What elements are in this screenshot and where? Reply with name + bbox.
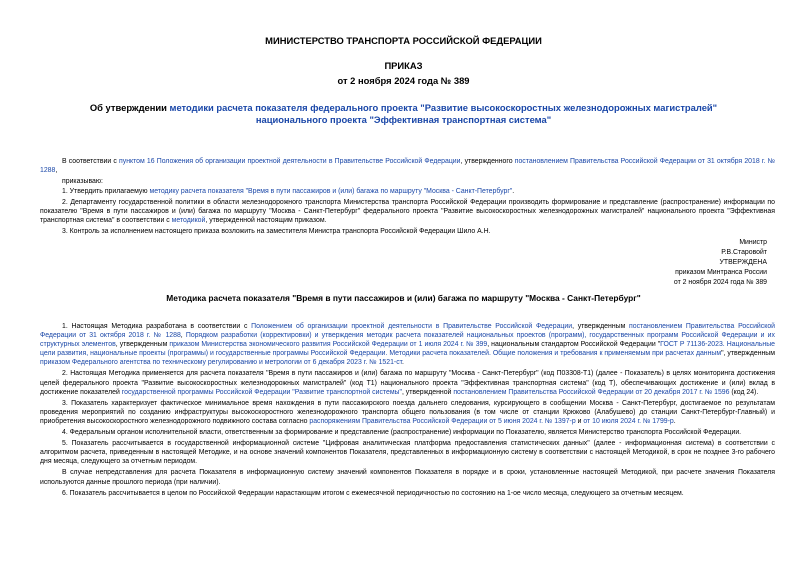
item-text: , утвержденной (401, 388, 454, 396)
preamble-text: , (55, 167, 58, 175)
order-body (40, 157, 775, 237)
link-methodology-short[interactable]: методикой (171, 217, 206, 225)
item-text: , утвержденным (572, 323, 630, 330)
approval-date: от 2 ноября 2024 года № 389 (673, 278, 767, 286)
title-link[interactable]: методики расчета показателя федерального проекта "Развитие высокоскоростных железнодорожных магистралей" национального проекта "Эффективная транспортная система" (169, 102, 718, 125)
item-text: 1. Утвердить прилагаемую (62, 188, 150, 196)
methodology-title: Методика расчета показателя "Время в пути пассажиров и (или) багажа по маршруту "Москва - Санкт-Петербург" (166, 293, 641, 303)
approval-by: приказом Минтранса России (675, 268, 767, 276)
link-decree-1596[interactable]: постановлением Правительства Российской Федерации от 20 декабря 2017 г. № 1596 (453, 388, 730, 396)
order-item-2 (40, 198, 775, 225)
methodology-item-2 (40, 369, 775, 396)
methodology-item-4: 4. Федеральным органом исполнительной власти, ответственным за формирование и представление (распространение) информации по Показателю, является Министерство транспорта Российской Федерации. (62, 429, 742, 437)
link-procedure[interactable]: Порядком разработки (корректировки) и утверждения методик расчета показателей национальных проектов (программ), государственных программ Российской Федерации и их структурных элементов (40, 332, 775, 349)
signer-name: Р.В.Старовойт (721, 248, 767, 256)
link-decree-1799[interactable]: от 10 июля 2024 г. № 1799-р (583, 417, 674, 425)
signer-position: Министр (739, 239, 767, 246)
link-order-1521[interactable]: приказом Федерального агентства по техническому регулированию и метрологии от 6 декабря 2023 г. № 1521-ст (40, 359, 403, 367)
approval-block (567, 238, 767, 288)
methodology-body (40, 322, 775, 500)
approval-status: УТВЕРЖДЕНА (719, 258, 767, 266)
methodology-item-5b: В случае непредставления для расчета Показателя в информационную систему значений компонентов Показателя в порядке и в сроки, установленные настоящей Методикой, при расчете значения Показателя используются данные прошлого периода (при наличии). (40, 469, 775, 486)
order-word: приказываю: (62, 177, 103, 185)
preamble-text: В соответствии с (62, 158, 120, 165)
link-regulation-point16[interactable]: пунктом 16 Положения об организации проектной деятельности в Правительстве Российской Федерации (119, 158, 461, 165)
item-text: (код 24). (729, 388, 759, 396)
link-regulation[interactable]: Положением об организации проектной деятельности в Правительстве Российской Федерации (251, 323, 573, 330)
item-text: 1. Настоящая Методика разработана в соответствии с (62, 323, 252, 330)
item-text: и (575, 417, 584, 425)
preamble (40, 157, 775, 175)
item-text: 2. Настоящая Методика применяется для расчета показателя "Время в пути пассажиров и (или) багажа по маршруту "Москва - Санкт-Петербург" (код П03308-Т1) (далее - Показатель) в целях мониторинга достижения целей федерального проекта "Развитие высокоскоростных железнодорожных магистралей" (код Т1) национального проекта "Эффективная транспортная система" (код Т), обеспечивающих достижение и (или) вклад в достижение показателей (40, 370, 775, 396)
item-text: , утвержденным (115, 341, 170, 349)
methodology-item-3 (40, 399, 775, 426)
item-text: , (180, 332, 186, 340)
link-methodology[interactable]: методику расчета показателя "Время в пути пассажиров и (или) багажа по маршруту "Москва - Санкт-Петербург" (149, 188, 513, 196)
item-text: , утвержденной настоящим приказом. (205, 217, 327, 225)
title-prefix: Об утверждении (89, 102, 170, 113)
item-text: ", утвержденным (721, 350, 775, 358)
item-text: . (402, 359, 404, 367)
item-text: 3. Показатель характеризует фактическое минимальное время нахождения в пути пассажирского поезда дальнего следования, курсирующего в сообщении Москва - Санкт-Петербург, достигаемое по результатам проведения мероприятий по созданию инфраструктуры высокоскоростного железнодорожного транспорта общего пользования (в том числе от станции Крюково (Алабушево) до станции Санкт-Петербург-Главный) и приобретения высокоскоростного железнодорожного подвижного состава согласно (40, 399, 775, 425)
order-item-3: 3. Контроль за исполнением настоящего приказа возложить на заместителя Министра транспорта Российской Федерации Шило А.Н. (62, 227, 491, 235)
item-text: , национальным стандартом Российской Федерации " (487, 341, 661, 349)
document-date: от 2 ноября 2024 года № 389 (337, 75, 470, 86)
link-decree-1288[interactable]: постановлением Правительства Российской Федерации от 31 октября 2018 г. № 1288 (40, 323, 776, 340)
ministry-name: МИНИСТЕРСТВО ТРАНСПОРТА РОССИЙСКОЙ ФЕДЕРАЦИИ (265, 35, 542, 46)
document-title (70, 102, 737, 126)
methodology-item-6: 6. Показатель рассчитывается в целом по Российской Федерации нарастающим итогом с ежемесячной периодичностью по состоянию на 1-ое число месяца, следующего за отчетным месяцем. (62, 489, 684, 497)
link-decree-1288[interactable]: постановлением Правительства Российской Федерации от 31 октября 2018 г. № 1288 (40, 158, 776, 175)
item-text: . (673, 417, 676, 425)
methodology-item-5: 5. Показатель рассчитывается в государственной информационной системе "Цифровая аналитическая платформа предоставления статистических данных" (далее - информационная система) в соответствии с алгоритмом расчета, приведенным в настоящей Методике, и на основе значений компонентов Показателя, представленных в информационную систему в соответствии с настоящей Методикой, в срок не позднее 3-го рабочего дня месяца, следующего за отчетным периодом. (40, 440, 775, 466)
link-state-program[interactable]: государственной программы Российской Федерации "Развитие транспортной системы" (121, 388, 402, 396)
preamble-text: , утвержденного (460, 158, 515, 165)
link-order-399[interactable]: приказом Министерства экономического развития Российской Федерации от 1 июля 2024 г. № 399 (169, 341, 488, 349)
link-decree-1397[interactable]: распоряжениям Правительства Российской Федерации от 5 июня 2024 г. № 1397-р (309, 417, 576, 425)
link-gost[interactable]: ГОСТ Р 71136-2023. Национальные цели развития, национальные проекты (программы) и государственные программы Российской Федерации. Методики расчета показателей. Общие положения и требования к применяемым при расчетах данным (40, 341, 776, 358)
item-text: 2. Департаменту государственной политики в области железнодорожного транспорта Министерства транспорта Российской Федерации производить формирование и представление (распространение) информации по показателю "Время в пути пассажиров и (или) багажа по маршруту "Москва - Санкт-Петербург" федерального проекта "Развитие высокоскоростных железнодорожных магистралей" национального проекта "Эффективная транспортная система" в соответствии с (40, 198, 775, 225)
item-text: . (512, 188, 515, 196)
order-item-1 (40, 187, 775, 196)
methodology-item-1 (40, 322, 775, 367)
document-type: ПРИКАЗ (384, 60, 423, 71)
